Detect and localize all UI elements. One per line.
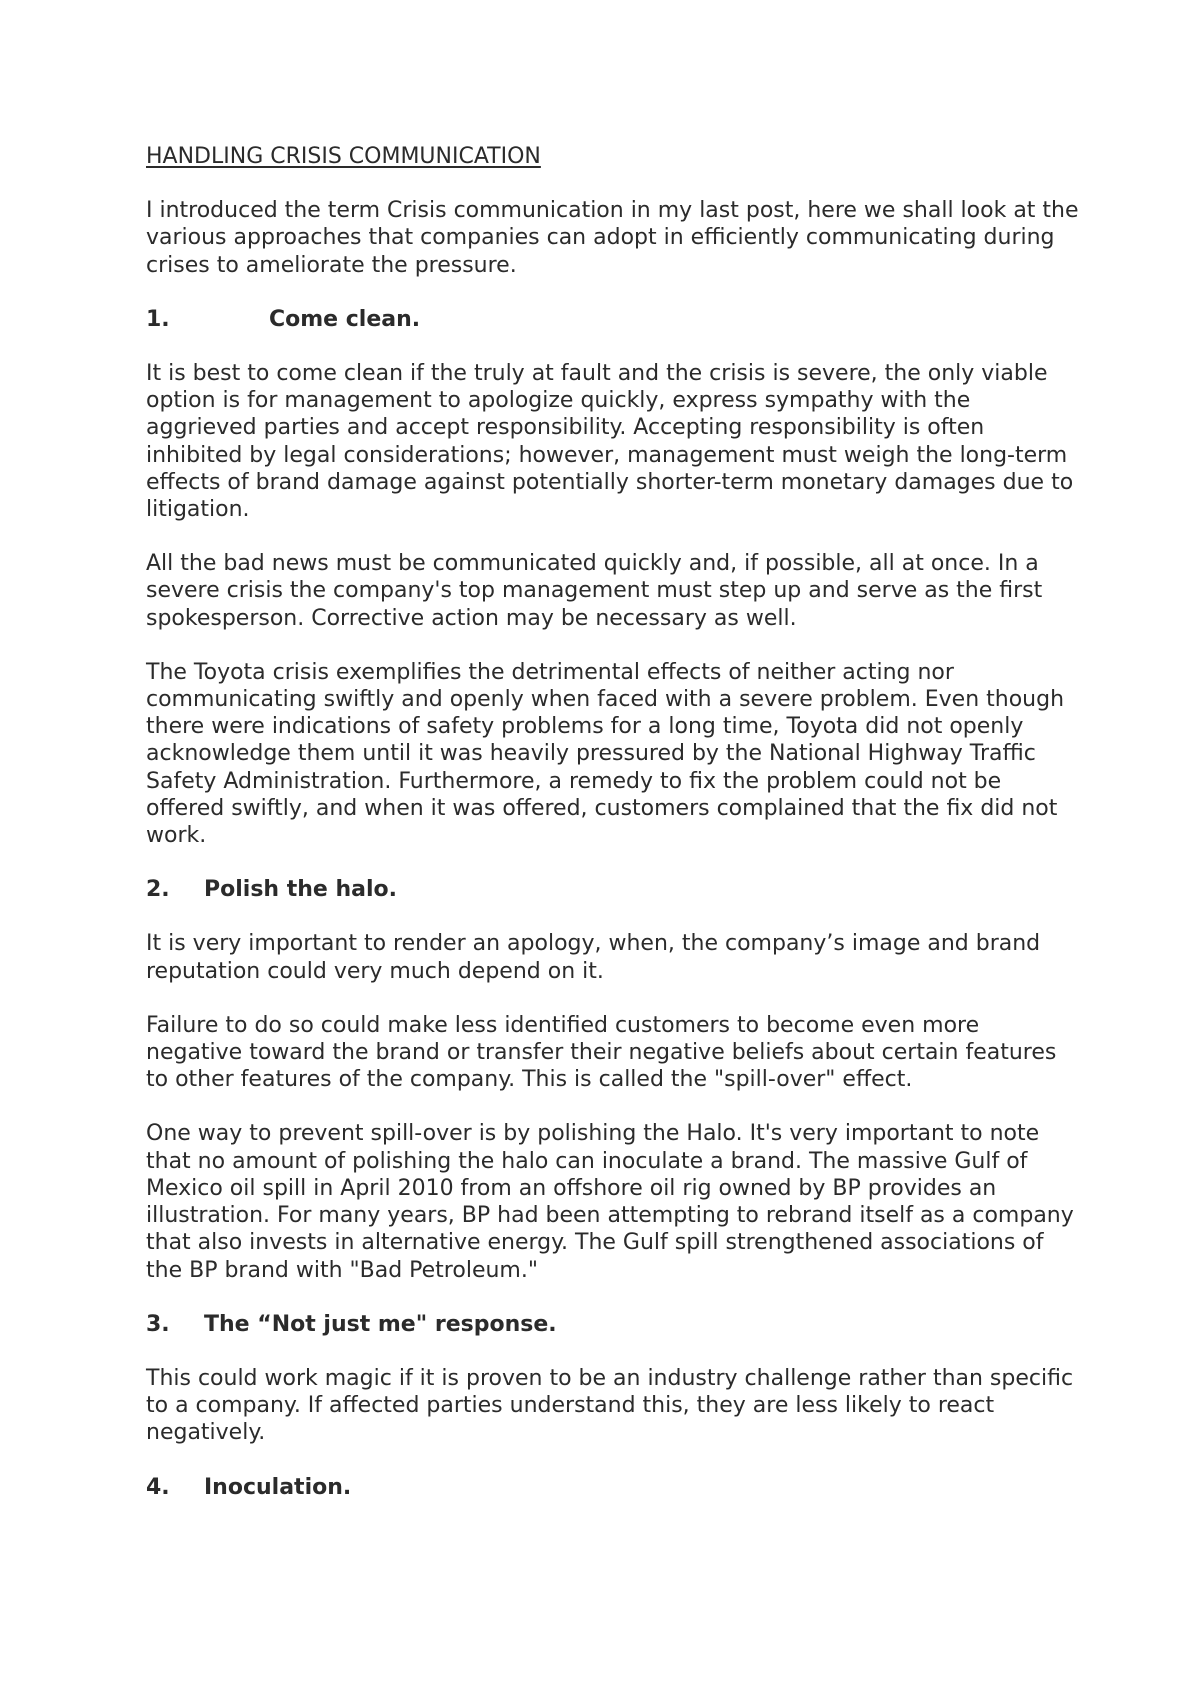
document-title: HANDLING CRISIS COMMUNICATION <box>146 144 541 169</box>
section-number: 2. <box>146 877 170 903</box>
section-paragraph: Failure to do so could make less identified customers to become even more negative toward the brand or transfer their negative beliefs about certain features to other features of the company. This is called the "spill-over" effect. <box>146 1012 1057 1093</box>
section-number: 3. <box>146 1311 170 1337</box>
section-heading-come-clean <box>146 306 1081 333</box>
section-title: Polish the halo. <box>204 877 398 903</box>
section-heading-inoculation <box>146 1474 1081 1501</box>
section-title: Inoculation. <box>204 1474 352 1500</box>
section-paragraph: It is very important to render an apology, when, the company’s image and brand reputation could very much depend on it. <box>146 931 1041 984</box>
section-heading-polish-the-halo <box>146 876 1081 903</box>
section-paragraph: All the bad news must be communicated quickly and, if possible, all at once. In a severe crisis the company's top management must step up and serve as the first spokesperson. Corrective action may be necessary as well. <box>146 551 1043 631</box>
section-paragraph: It is best to come clean if the truly at fault and the crisis is severe, the only viable option is for management to apologize quickly, express sympathy with the aggrieved parties and accept responsibility. Accepting responsibility is often inhibited by legal considerations; however, management must weigh the long-term effects of brand damage against potentially shorter-term monetary damages due to litigation. <box>146 361 1074 523</box>
section-number: 4. <box>146 1474 170 1500</box>
document-page <box>146 143 1081 1528</box>
section-paragraph: The Toyota crisis exemplifies the detrimental effects of neither acting nor communicating swiftly and openly when faced with a severe problem. Even though there were indications of safety problems for a long time, Toyota did not openly acknowledge them until it was heavily pressured by the National Highway Traffic Safety Administration. Furthermore, a remedy to fix the problem could not be offered swiftly, and when it was offered, customers complained that the fix did not work. <box>146 659 1065 849</box>
intro-paragraph: I introduced the term Crisis communication in my last post, here we shall look at the various approaches that companies can adopt in efficiently communicating during crises to ameliorate the pressure. <box>146 198 1079 278</box>
section-number: 1. <box>146 306 170 332</box>
section-heading-not-just-me <box>146 1311 1081 1338</box>
section-title: Come clean. <box>269 306 421 332</box>
section-title: The “Not just me" response. <box>204 1311 557 1337</box>
section-paragraph: This could work magic if it is proven to be an industry challenge rather than specific to a company. If affected parties understand this, they are less likely to react negatively. <box>146 1365 1074 1446</box>
section-paragraph: One way to prevent spill-over is by polishing the Halo. It's very important to note that no amount of polishing the halo can inoculate a brand. The massive Gulf of Mexico oil spill in April 2010 from an offshore oil rig owned by BP provides an illustration. For many years, BP had been attempting to rebrand itself as a company that also invests in alternative energy. The Gulf spill strengthened associations of the BP brand with "Bad Petroleum." <box>146 1121 1074 1283</box>
